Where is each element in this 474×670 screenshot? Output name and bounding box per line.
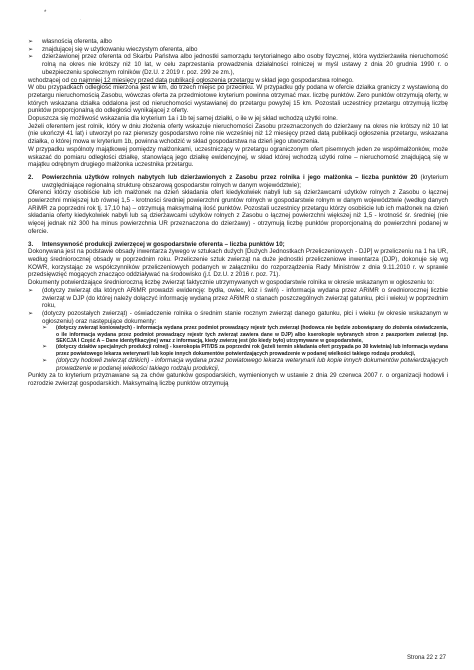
- list-item-text: (dotyczy zwierząt dla których ARiMR prowadzi ewidencję: bydła, owiec, kóz i świń) - informacja wydana przez ARiMR o średniorocznej liczbie zwierząt w DJP (do której należy dołączyć informację wydaną przez ARiMR o stanach poszczególnych zwierząt gatunku, płci i wieku) w poprzednim roku,: [42, 286, 448, 310]
- paragraph: Punkty za to kryterium przyznawane są za chów gatunków gospodarskich, wymienionych w ustawie z dnia 29 czerwca 2007 r. o organizacji hodowli i rozrodzie zwierząt gospodarskich. Maksymalną liczbę punktów otrzymują: [28, 372, 448, 387]
- list-item: [28, 53, 448, 76]
- section-heading: [28, 241, 448, 249]
- paragraph: Jeżeli oferentem jest rolnik, który w dniu złożenia oferty wskazuje nieruchomości Zasobu przeznaczonych do dzierżawy na okres nie krótszy niż 10 lat (nie ukończył 41 lat) i utworzył po raz pierwszy gospodarstwo rolne nie wcześniej niż 12 miesięcy przed datą publikacji ogłoszenia przetargu, wskazana działka, o której mowa w kryterium 1b, powinna wchodzić w skład gospodarstwa na dzień jego utworzenia.: [28, 122, 448, 146]
- bullet-arrow-icon: ➢: [28, 45, 34, 53]
- section-heading: [28, 174, 448, 189]
- page-number: Strona 22 z 27: [406, 655, 446, 661]
- list-item-text: dzierżawionej przez oferenta od Skarbu Państwa albo jednostki samorządu terytorialnego albo osoby fizycznej, która wydzierżawiła nieruchomość rolną na okres nie krótszy niż 10 lat, w celu zaprzestania prowadzenia działalności rolniczej w myśl ustawy z dnia 20 grudnia 1990 r. o ubezpieczeniu społecznym rolników (Dz.U. z 2019 r. poz. 299 ze zm.),: [42, 53, 448, 76]
- list-item: [28, 287, 448, 310]
- bullet-arrow-icon: ➢: [42, 324, 48, 332]
- list-item-text: (dotyczy działów specjalnych produkcji rolnej) - kserokopia PIT/DS za poprzedni rok (jeżeli termin składania ofert przypada po 30 kwietnia) lub informacja wydana przez powiatowego lekarza weterynarii lub kopie innych dokumentów potwierdzających prowadzenie w podanej wielkości takiego rodzaju produkcji,: [56, 344, 448, 357]
- page-content: [28, 38, 448, 388]
- sub-list-item: [42, 344, 448, 357]
- section-number: 3.: [28, 240, 34, 248]
- list-item-text: własnością oferenta, albo: [42, 38, 112, 45]
- section-title: Intensywność produkcji zwierzęcej w gospodarstwie oferenta – liczba punktów 10;: [42, 240, 285, 248]
- list-item-text: znajdującej się w użytkowaniu wieczystym oferenta, albo: [42, 45, 198, 53]
- paragraph: Dokumenty potwierdzające średnioroczną liczbę zwierząt faktycznie utrzymywanych w gospodarstwie rolnika w okresie wskazanym w ogłoszeniu to:: [28, 279, 435, 287]
- section-title-rest: (kryterium uwzględniające regionalną strukturę obszarową gospodarstw rolnych w danym województwie);: [42, 173, 449, 189]
- bullet-arrow-icon: ➢: [42, 356, 48, 364]
- scan-dot: ·: [80, 17, 82, 22]
- bullet-arrow-icon: ➢: [42, 343, 48, 351]
- sub-list-item: [42, 325, 448, 344]
- underlined-text: co najmniej 12 miesięcy przed datą publikacji ogłoszenia przetargu: [70, 76, 254, 84]
- list-item: [28, 310, 448, 325]
- sub-list-item: [42, 357, 448, 372]
- paragraph: Dokonywana jest na podstawie obsady inwentarza żywego w sztukach dużych [Dużych Jednostkach Przeliczeniowych - DJP] w przeliczeniu na 1 ha UR, według średniorocznej obsady w poprzednim roku. Przeliczenie sztuk zwierząt na duże jednostki przeliczeniowe inwentarza (DJP), dokonuje się wg KOWR, korzystając ze współczynników przeliczeniowych podanych w załączniku do rozporządzenia Rady Ministrów z dnia 9.11.2010 r. w sprawie przedsięwzięć mogących znacząco oddziaływać na środowisko (j.t. Dz.U. z 2016 r. poz. 71).: [28, 248, 448, 279]
- paragraph: Dopuszcza się możliwość wskazania dla kryterium 1a i 1b tej samej działki, o ile w jej skład wchodzą użytki rolne.: [28, 115, 338, 123]
- list-item: [28, 38, 448, 46]
- list-item-text: (dotyczy zwierząt koniowatych) - informacja wydana przez podmiot prowadzący rejestr tych zwierząt (hodowca nie będzie zobowiązany do złożenia oświadczenia, o ile informacja wydana przez podmiot prowadzący rejestr tych zwierząt zawiera dane w DJP) albo kserokopie wybranych stron z paszportem zwierząt (np. SEKCJA I Część A – Dane identyfikacyjne) wraz z informacją, kiedy zwierzę jest (do kiedy było) utrzymywane w gospodarstwie,: [56, 325, 448, 344]
- paragraph: Oferenci którzy osobiście lub ich małżonek na dzień składania ofert kiedykolwiek nabyli lub są dzierżawcami użytków rolnych z Zasobu o łącznej powierzchni mniejszej lub równej 1,5 - krotności średniej powierzchni gruntów rolnych w gospodarstwie rolnym w danym województwie (według danych ARiMR za poprzedni rok tj. 17,10 ha) – otrzymują maksymalną ilość punktów. Pozostali uczestnicy przetargu którzy osobiście lub ich małżonek na dzień składania oferty kiedykolwiek nabyli lub są dzierżawcami użytków rolnych z Zasobu o łącznej powierzchni większej niż 1,5 - krotność śr. średniej (nie więcej jednak niż 300 ha minus powierzchnia UR przeznaczona do dzierżawy) - otrzymują liczbę punktów proporcjonalną do powierzchni podanej w ofercie.: [28, 189, 448, 235]
- bullet-arrow-icon: ➢: [28, 38, 34, 45]
- section-title: Powierzchnia użytków rolnych nabytych lub dzierżawionych z Zasobu przez rolnika i jego małżonka – liczba punktów 20: [42, 173, 418, 181]
- section-number: 2.: [28, 173, 34, 181]
- paragraph: W obu przypadkach odległość mierzona jest w km, do trzech miejsc po przecinku. W przypadku gdy podana w ofercie działka graniczy z wystawioną do przetargu nieruchomością Zasobu, wówczas oferta za przedmiotowe kryterium powinna otrzymać max. liczbę punktów. Zero punktów otrzymują oferty, w których wskazana działka oddalona jest od nieruchomości wystawianej do przetargu powyżej 15 km. Pozostali uczestnicy przetargu otrzymują liczbę punktów proporcjonalną do odległości wynikającej z oferty.: [28, 84, 448, 115]
- paragraph: W przypadku wspólnoty majątkowej pomiędzy małżonkami, uczestniczący w przetargu ograniczonym ofert pisemnych jeden ze współmałżonków, może wskazać do pomiaru odległości działkę, stanowiącą jego działkę ewidencyjnej, w skład której wchodzą użytki rolne – nieruchomość znajdującą się w majątku odrębnym drugiego małżonka uczestnika przetargu.: [28, 145, 448, 169]
- bullet-arrow-icon: ➢: [28, 286, 34, 294]
- paragraph: wchodzącej od co najmniej 12 miesięcy przed datą publikacji ogłoszenia przetargu w skład jego gospodarstwa rolnego.: [28, 76, 354, 84]
- scan-mark: *: [44, 10, 47, 16]
- list-item-text: (dotyczy pozostałych zwierząt) - oświadczenie rolnika o średnim stanie rocznym zwierząt danego gatunku, płci i wieku (w okresie wskazanym w ogłoszeniu) oraz następujące dokumenty:: [42, 309, 448, 325]
- bullet-arrow-icon: ➢: [28, 309, 34, 317]
- list-item-text: (dotyczy hodowli zwierząt dzikich) - informacja wydana przez powiatowego lekarza weterynarii lub kopie innych dokumentów potwierdzających prowadzenie w podanej wielkości takiego rodzaju produkcji,: [56, 356, 448, 372]
- bullet-arrow-icon: ➢: [28, 53, 34, 61]
- list-item: [28, 46, 448, 54]
